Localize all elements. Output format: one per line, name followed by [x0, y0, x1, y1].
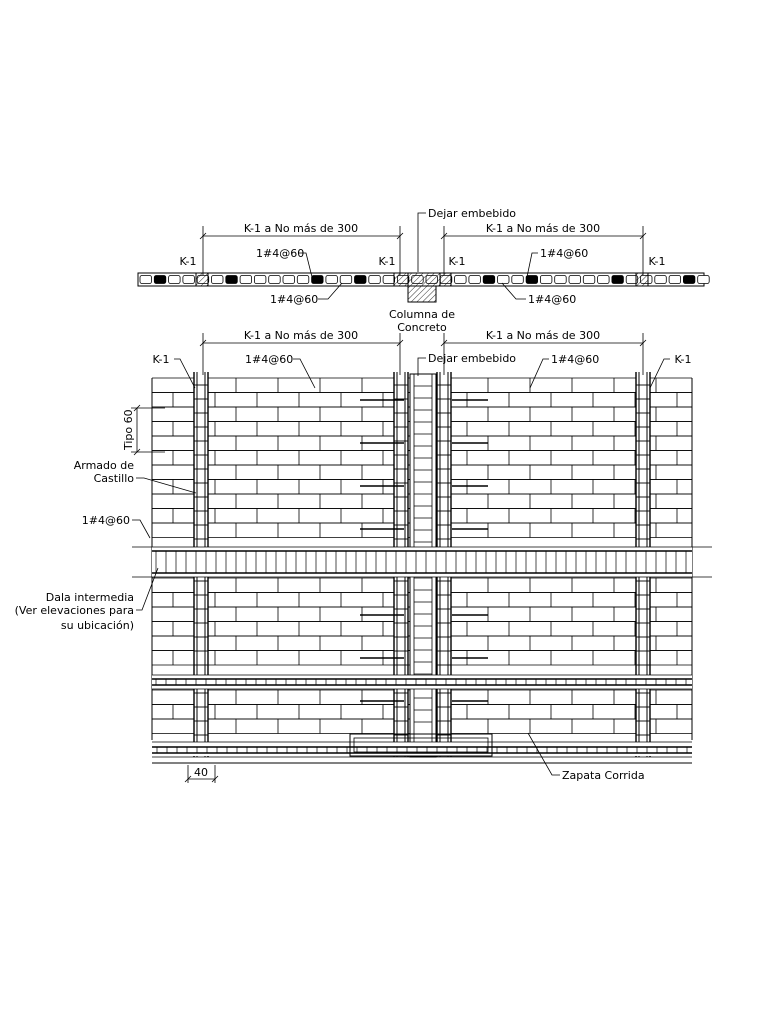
plan-rebar-upper-left: 1#4@60 [256, 247, 305, 260]
plan-block-cell [498, 276, 510, 284]
plan-block-cell [583, 276, 595, 284]
plan-grouted-cell [355, 276, 367, 284]
elev-k1-right-leader [650, 359, 670, 388]
castillo-label-line2: Castillo [93, 472, 134, 485]
plan-k1-castillo [394, 273, 408, 286]
plan-embed-label: Dejar embebido [428, 207, 517, 220]
plan-rebar-lower-left: 1#4@60 [270, 293, 319, 306]
elev-rebar-left: 1#4@60 [245, 353, 294, 366]
plan-block-cell [455, 276, 467, 284]
castillo-leader [136, 478, 196, 493]
plan-k1-castillo [636, 273, 648, 286]
plan-block-cell [254, 276, 266, 284]
plan-block-cell [269, 276, 281, 284]
plan-k1-mid-right: K-1 [448, 255, 466, 268]
plan-block-cell [669, 276, 681, 284]
dala-label-line1: Dala intermedia [45, 591, 134, 604]
plan-block-cell [212, 276, 224, 284]
elev-embed-label: Dejar embebido [428, 352, 517, 365]
zapata-corrida [152, 734, 692, 763]
plan-view [138, 207, 709, 334]
zapata-label: Zapata Corrida [562, 769, 645, 782]
elevation-view [15, 329, 712, 783]
plan-block-cell [169, 276, 181, 284]
plan-grouted-cell [612, 276, 624, 284]
elev-k1-left: K-1 [152, 353, 170, 366]
plan-grouted-cell [526, 276, 538, 284]
dala-label-line3: su ubicación) [60, 619, 134, 632]
plan-grouted-cell [154, 276, 166, 284]
elev-embed-leader [418, 358, 426, 376]
plan-rebar-lower-right: 1#4@60 [528, 293, 577, 306]
plan-k1-far-right: K-1 [648, 255, 666, 268]
plan-block-cell [240, 276, 252, 284]
plan-block-cell [183, 276, 195, 284]
plan-rebar-upper-right: 1#4@60 [540, 247, 589, 260]
plan-block-cell [655, 276, 667, 284]
tipo-dimension [131, 405, 165, 455]
plan-column-top [408, 273, 440, 286]
elev-dimension-left-label: K-1 a No más de 300 [243, 329, 359, 342]
plan-k1-mid-left: K-1 [378, 255, 396, 268]
castillo-label-line1: Armado de [73, 459, 134, 472]
plan-column-label-line1: Columna de [388, 308, 456, 321]
side-rebar-label: 1#4@60 [81, 514, 130, 527]
plan-block-cell [369, 276, 381, 284]
plan-k1-far-left: K-1 [179, 255, 197, 268]
plan-block-cell [140, 276, 152, 284]
plan-grouted-cell [312, 276, 324, 284]
beam-fill [152, 675, 692, 689]
plan-dimension-left-label: K-1 a No más de 300 [243, 222, 359, 235]
plan-block-cell [283, 276, 295, 284]
tipo-label: Tipo 60 [122, 409, 135, 450]
plan-k1-castillo [440, 273, 451, 286]
dala-intermedia [132, 547, 712, 577]
plan-dimension-right-label: K-1 a No más de 300 [485, 222, 601, 235]
plan-block-cell [340, 276, 352, 284]
plan-block-cell [383, 276, 395, 284]
elev-k1-right: K-1 [674, 353, 692, 366]
dala-label-line2: (Ver elevaciones para [14, 604, 134, 617]
plan-block-cell [555, 276, 567, 284]
plan-block-cell [540, 276, 552, 284]
plan-block-cell [598, 276, 610, 284]
plan-block-cell [326, 276, 338, 284]
bottom-dimension-label: 40 [194, 766, 208, 779]
plan-concrete-column [408, 286, 436, 302]
plan-grouted-cell [483, 276, 495, 284]
elev-k1-left-leader [174, 359, 195, 388]
elev-rebar-right: 1#4@60 [551, 353, 600, 366]
plan-block-cell [569, 276, 581, 284]
plan-grouted-cell [226, 276, 238, 284]
plan-k1-castillo [196, 273, 208, 286]
dala-lower [152, 675, 692, 689]
plan-block-course [138, 273, 709, 302]
zapata-fill [152, 742, 692, 756]
plan-embed-leader [418, 213, 426, 272]
plan-block-cell [698, 276, 710, 284]
plan-block-cell [469, 276, 481, 284]
elev-dimension-right-label: K-1 a No más de 300 [485, 329, 601, 342]
plan-grouted-cell [683, 276, 695, 284]
elev-rebar-right-leader [530, 359, 549, 388]
plan-block-cell [512, 276, 524, 284]
side-rebar-leader [132, 520, 150, 538]
plan-block-cell [297, 276, 309, 284]
plan-column-label-line2: Concreto [397, 321, 447, 334]
elev-rebar-left-leader [293, 359, 315, 388]
